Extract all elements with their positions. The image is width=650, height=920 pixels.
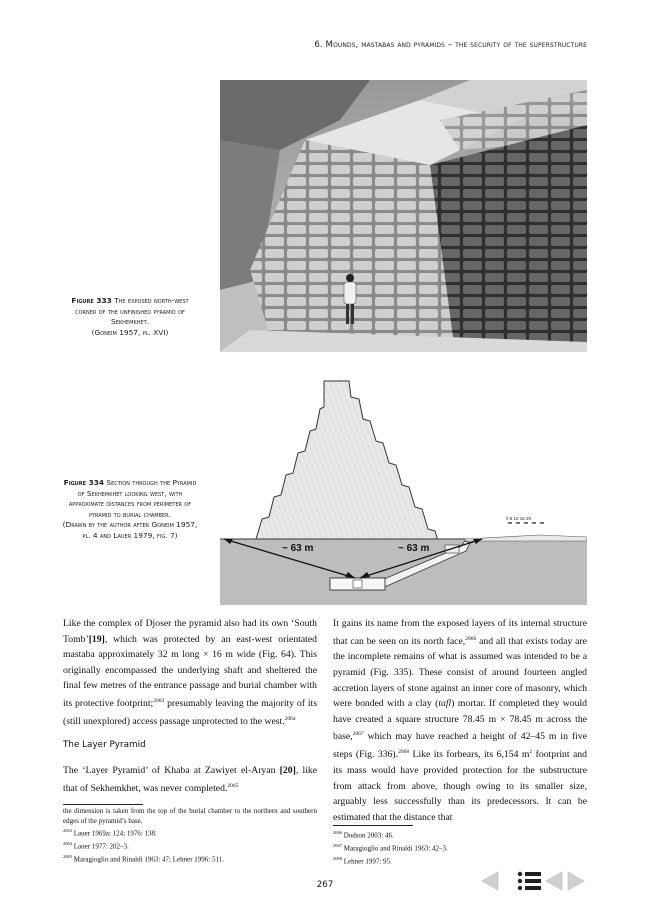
footnote-ref-2063: 2063 [153, 697, 165, 704]
footnote-continued: the dimension is taken from the top of the burial chamber to the northern and southern edges of the pyramid’s base. [63, 807, 317, 825]
footnote-2066: $^{2066}$ Dodson 2003: 46. [333, 830, 394, 840]
figure-333-caption [60, 296, 200, 338]
footnote-2064: $^{2064}$ Lauer 1977: 202–3. [63, 841, 129, 851]
footnote-ref-2064: 2064 [284, 715, 296, 722]
scale-bar-label: 0 5 10 15 20 [506, 516, 532, 521]
figure-334-section [220, 375, 587, 605]
left-column-paragraph-2: The ‘Layer Pyramid’ of Khaba at Zawiyet el-Aryan [20], like that of Sekhemkhet, was never completed.$^{2065}$ [63, 765, 318, 794]
footnote-rule-left [63, 804, 143, 805]
running-header: 6. Mounds, mastabas and pyramids – the security of the superstructure [314, 40, 587, 50]
footnotes-left [63, 807, 317, 865]
footnote-ref-2068: 2068 [398, 749, 410, 756]
dimension-label-right: ~ 63 m [398, 543, 430, 554]
footnote-2065: $^{2065}$ Maragioglio and Rinaldi 1963: 47; Lehner 1996: 511. [63, 854, 224, 864]
scale-bar [506, 516, 548, 523]
dimension-label-left: ~ 63 m [282, 543, 314, 554]
page-number: 267 [316, 880, 334, 890]
figure-333-photo [220, 80, 587, 352]
page-navigation [480, 868, 590, 894]
figure-334-caption [60, 478, 200, 541]
footnote-2068: $^{2068}$ Lehner 1997: 95. [333, 855, 392, 866]
previous-page-icon[interactable] [482, 872, 498, 890]
footnote-rule-right [333, 825, 413, 826]
right-column-text: It gains its name from the exposed layers of its internal structure that can be seen on its north face,$^{2066}$ and all that exists today are the incomplete remains of what is assumed was intended to be a pyramid (Fig. 335). These consist of around fourteen angled accretion layers of stone against an inner core of masonry, which were bonded with a clay (tafl) mortar. If completed they would have created a square structure 78.45 m × 78.45 m across the base,$^{2067}$ which may have reached a height of 42–45 m in five steps (Fig. 336).$^{2068}$ Like its forbears, its 6,154 $m^2$ footprint and its mass would have provided protection for the substructure from attack from above, though owing to its smaller size, arguably less successfully than its predecessors. It can be estimated that the distance that [333, 618, 587, 823]
pyramid-outline [220, 381, 488, 553]
menu-list-icon[interactable] [518, 872, 541, 890]
left-column-paragraph-1: Like the complex of Djoser the pyramid also had its own ‘South Tomb’[19], which was protected by an east-west orientated mastaba approximately 32 m long × 16 m wide (Fig. 64). This originally encompassed the underlying shaft and sheltered the final few metres of the entrance passage and burial chamber with its protective footprint;$^{2063}$ presumably leaving the majority of its (still unexplored) access passage unprotected to the west.$^{2064}$ [63, 618, 318, 728]
footnote-ref-2067: 2067 [352, 731, 364, 738]
footnote-ref-2066: 2066 [465, 635, 477, 642]
figure-334-caption-text: Section through the Pyramid of Sekhemkhet looking west, with approximate distances from perimeter of pyramid to burial chamber. [68, 478, 197, 519]
ref-20: [20] [279, 765, 296, 776]
figure-334-source: (Drawn by the author after Goneim 1957, pl. 4 and Lauer 1979, fig. 7) [62, 520, 198, 540]
footnote-2067: $^{2067}$ Maragioglio and Rinaldi 1963: 42–3. [333, 842, 448, 853]
figure-333-label: Figure 333 [71, 296, 112, 305]
footnote-ref-2065: 2065 [227, 782, 239, 789]
figure-334-label: Figure 334 [63, 478, 105, 487]
next-page-icon[interactable] [568, 872, 584, 890]
figure-333-source: (Goneim 1957, pl. XVI) [91, 327, 169, 337]
footnote-2063: $^{2063}$ Lauer 1969a: 124; 1976: 138. [63, 828, 157, 838]
section-heading-layer-pyramid: The Layer Pyramid [63, 740, 146, 750]
footnotes-right [333, 828, 587, 867]
ref-19: [19] [88, 633, 105, 645]
figure-333-caption-text: The exposed north-west corner of the unfinished pyramid of Sekhemkhet. [75, 296, 189, 326]
back-icon[interactable] [546, 872, 562, 890]
